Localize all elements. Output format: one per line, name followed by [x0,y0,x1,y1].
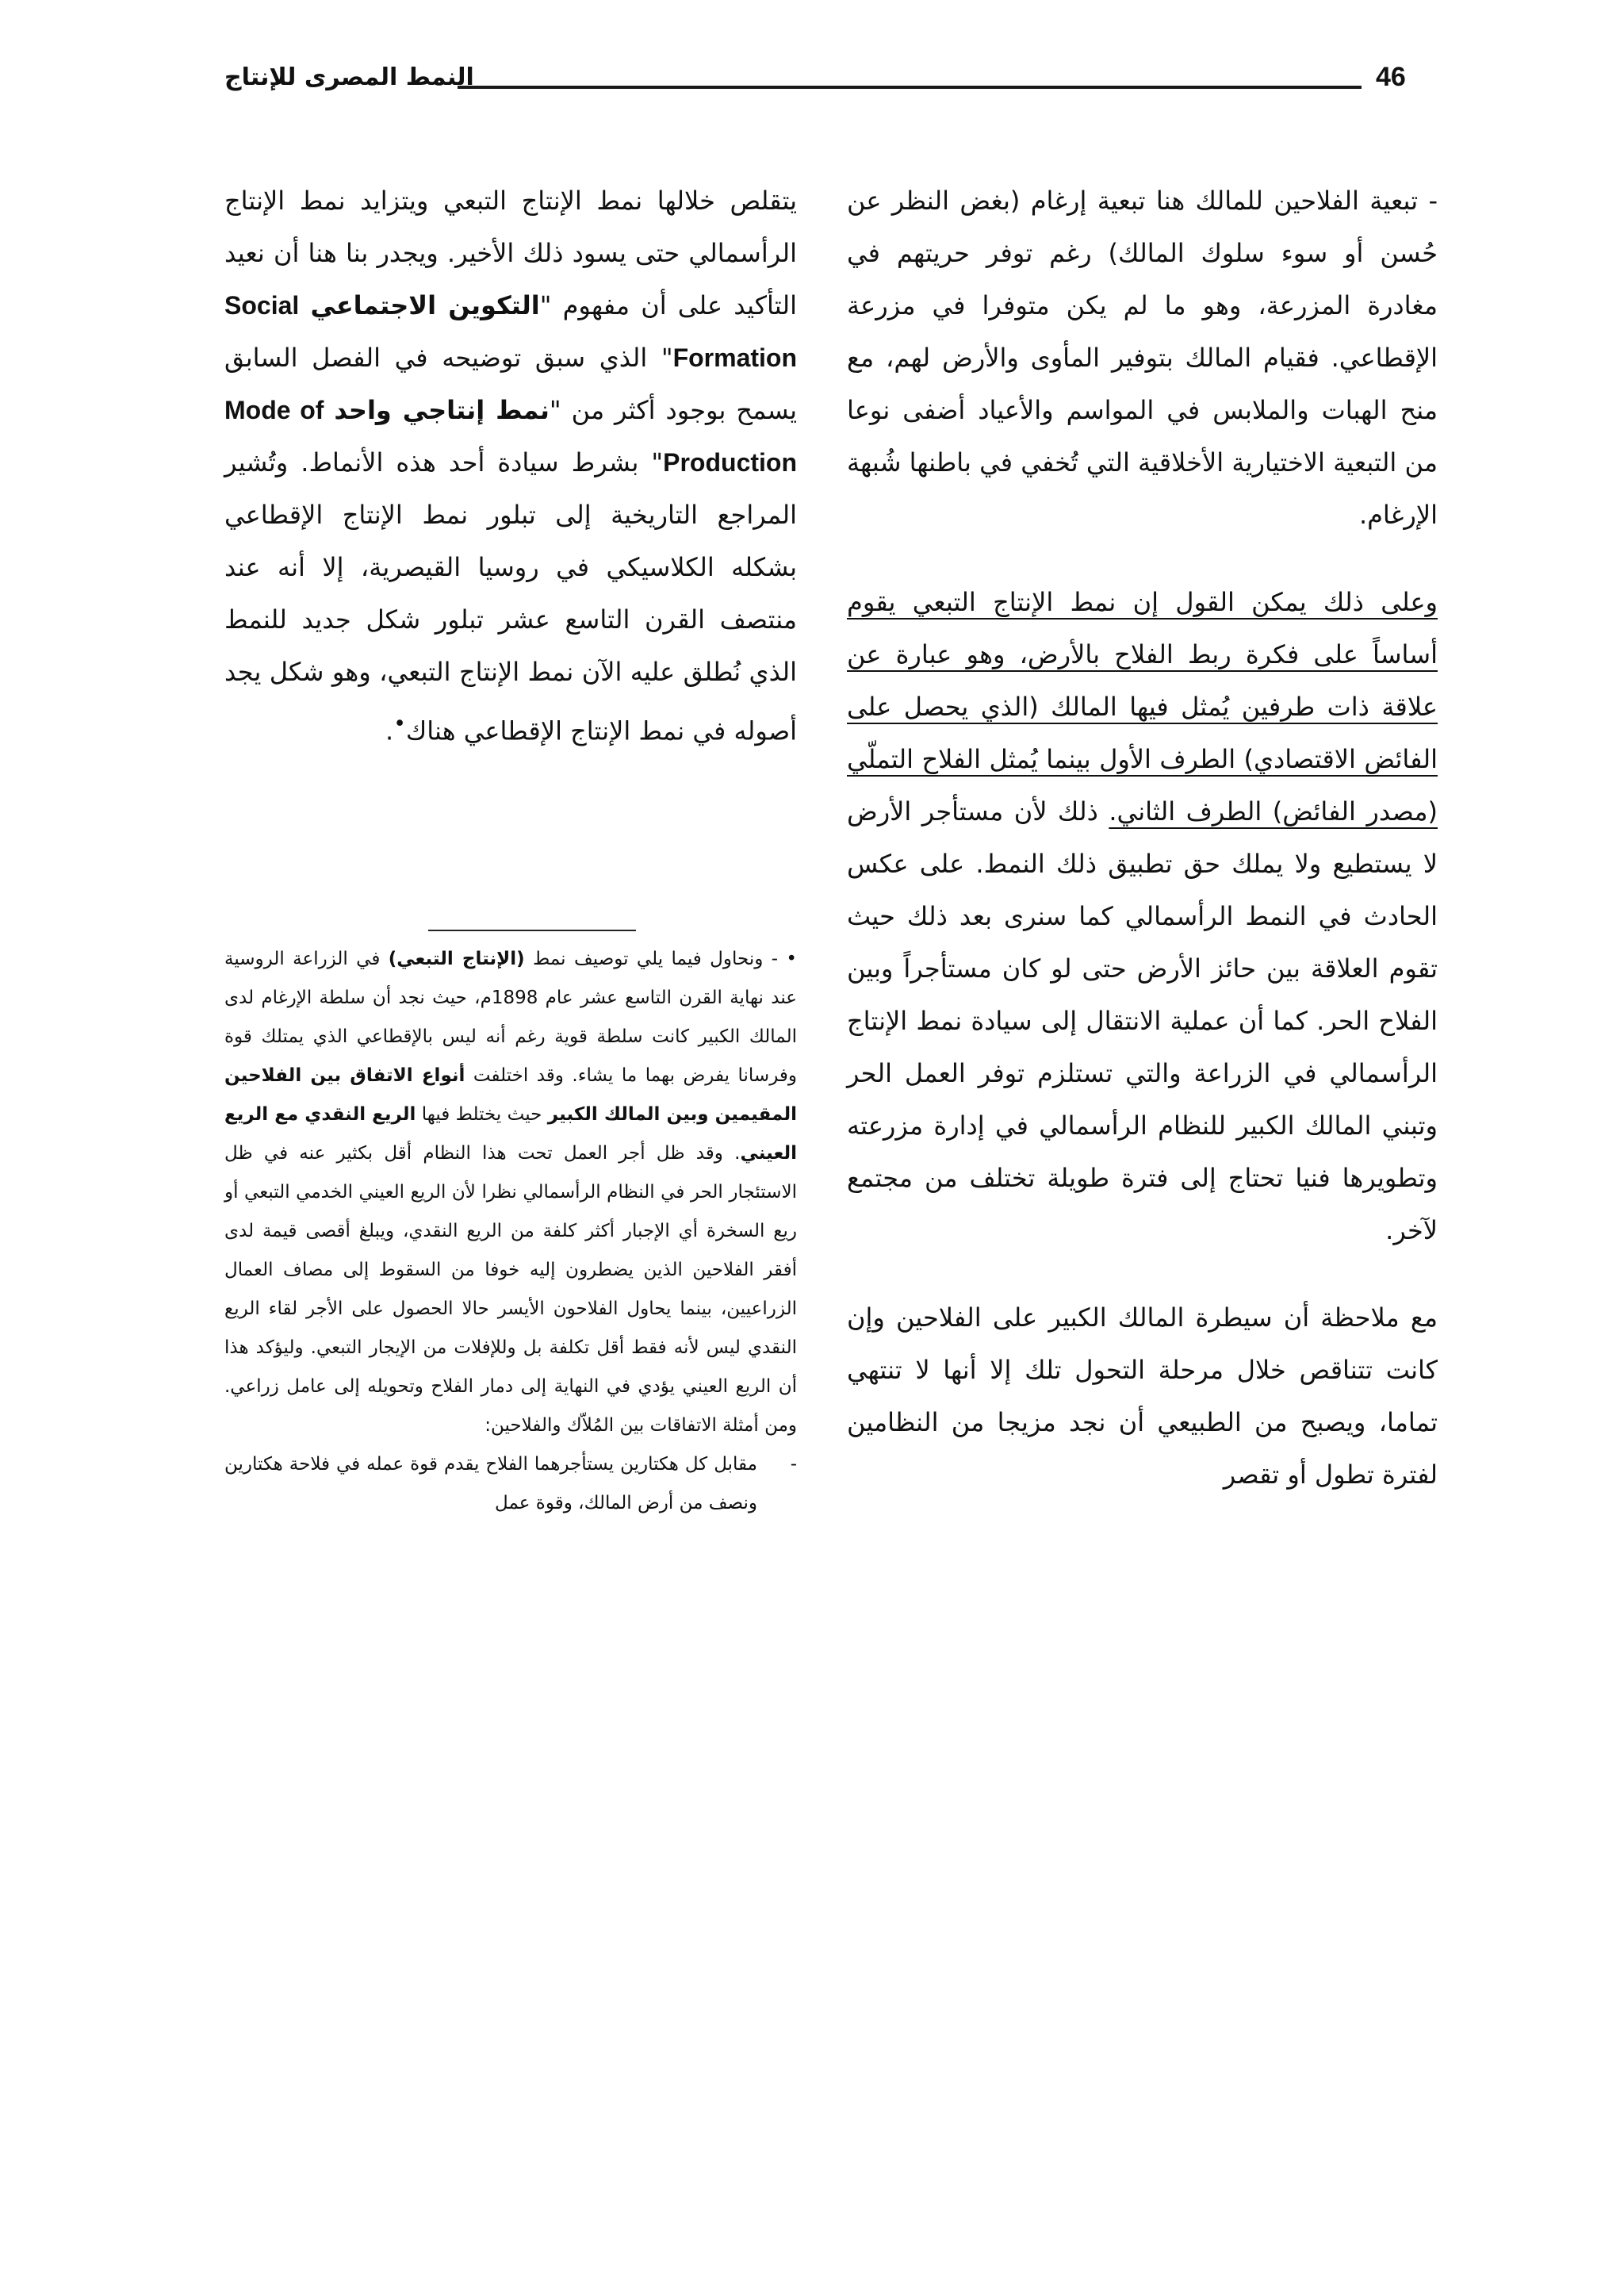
text-run: حيث يختلط فيها [416,1104,548,1125]
footnote-paragraph [224,940,797,1445]
left-column [224,175,797,758]
text-run: في الزراعة الروسية عند نهاية القرن التاسع عشر عام 1898م، حيث نجد أن سلطة الإرغام لدى المالك الكبير كانت سلطة قوية رغم أنه ليس بالإقطاعي الذي يمتلك قوة وفرسانا يفرض بهما ما يشاء. وقد اختلفت [224,949,797,1086]
bold-term: الريع النقدي مع الريع العيني [224,1104,797,1164]
list-item-text: مقابل كل هكتارين يستأجرهما الفلاح يقدم قوة عمله في فلاحة هكتارين ونصف من أرض المالك، وقوة عمل [224,1454,757,1513]
text-run: . وقد ظل أجر العمل تحت هذا النظام أقل بكثير عنه في ظل الاستئجار الحر في النظام الرأسمالي نظرا لأن الريع العيني الخدمي التبعي أو ريع السخرة أي الإجبار أكثر كلفة من الريع النقدي، ويبلغ أقصى قيمة لدى أفقر الفلاحين الذين يضطرون إليه خوفا من السقوط إلى مصاف العمال الزراعيين، بينما يحاول الفلاحون الأيسر حالا الحصول على الأجر لقاء الريع النقدي ليس لأنه فقط أقل تكلفة بل وللإفلات من الإيجار التبعي. وليؤكد هذا أن الريع العيني يؤدي في النهاية إلى دمار الفلاح وتحويله إلى عامل زراعي. ومن أمثلة الاتفاقات بين المُلاّك والفلاحين: [224,1143,797,1436]
paragraph-2 [847,576,1438,1256]
footnote [224,940,797,1523]
paragraph-3: مع ملاحظة أن سيطرة المالك الكبير على الفلاحين وإن كانت تتناقص خلال مرحلة التحول تلك إلا أنها لا تنتهي تماما، ويصبح من الطبيعي أن نجد مزيجا من النظامين لفترة تطول أو تقصر [847,1302,1438,1490]
list-dash: - [790,1454,797,1475]
bold-term: (الإنتاج التبعي) [388,949,525,969]
text-run: . [385,715,394,746]
right-column [847,175,1438,1501]
page-number: 46 [1376,62,1406,92]
paragraph-2-continuation: ذلك لأن مستأجر الأرض لا يستطيع ولا يملك حق تطبيق ذلك النمط. على عكس الحادث في النمط الرأسمالي كما سنرى بعد ذلك حيث تقوم العلاقة بين حائز الأرض حتى لو كان مستأجراً وبين الفلاح الحر. كما أن عملية الانتقال إلى سيادة نمط الإنتاج الرأسمالي في الزراعة والتي تستلزم توفر العمل الحر وتبني المالك الكبير للنظام الرأسمالي في إدارة مزرعته وتطويرها فنيا تحتاج إلى فترة طويلة تختلف من مجتمع لآخر. [847,796,1438,1245]
term-social-formation-ar: التكوين الاجتماعي [310,290,540,320]
underlined-thesis: وعلى ذلك يمكن القول إن نمط الإنتاج التبعي يقوم أساساً على فكرة ربط الفلاح بالأرض، وهو عبارة عن علاقة ذات طرفين يُمثل فيها المالك (الذي يحصل على الفائض الاقتصادي) الطرف الأول بينما يُمثل الفلاح التملّي (مصدر الفائض) الطرف الثاني. [847,587,1438,827]
term-mode-of-production-ar: نمط إنتاجي واحد [334,395,550,425]
footnote-list-item [224,1445,797,1523]
text-run: " الذي سبق توضيحه في الفصل السابق يسمح بوجود أكثر من " [224,343,798,425]
footnote-marker: • [393,712,406,736]
term-mode-of-production-en: Mode of Production [224,396,797,477]
header-rule [458,86,1362,89]
bold-term: أنواع الاتفاق بين الفلاحين المقيمين وبين المالك الكبير [224,1065,797,1125]
text-run: " بشرط سيادة أحد هذه الأنماط. وتُشير المراجع التاريخية إلى تبلور نمط الإنتاج الإقطاعي بشكله الكلاسيكي في روسيا القيصرية، إلا أنه عند منتصف القرن التاسع عشر تبلور شكل جديد للنمط الذي نُطلق عليه الآن نمط الإنتاج التبعي، وهو شكل يجد أصوله في نمط الإنتاج الإقطاعي هناك [224,447,797,746]
running-header-title: النمط المصرى للإنتاج [224,63,474,91]
page-header [224,62,1438,106]
footnote-separator [428,930,636,931]
paragraph-1: - تبعية الفلاحين للمالك هنا تبعية إرغام (بغض النظر عن حُسن أو سوء سلوك المالك) رغم توفر حريتهم في مغادرة المزرعة، وهو ما لم يكن متوفرا في مزرعة الإقطاعي. فقيام المالك بتوفير المأوى والأرض لهم، مع منح الهبات والملابس في المواسم والأعياد أضفى نوعا من التبعية الاختيارية الأخلاقية التي تُخفي في باطنها شُبهة الإرغام. [847,186,1438,530]
text-run: • - ونحاول فيما يلي توصيف نمط [524,949,797,969]
term-social-formation-en: Social Formation [224,291,797,372]
paragraph-4 [224,175,797,758]
text-run: يتقلص خلالها نمط الإنتاج التبعي ويتزايد نمط الإنتاج الرأسمالي حتى يسود ذلك الأخير. ويجدر بنا هنا أن نعيد التأكيد على أن مفهوم " [224,186,798,320]
